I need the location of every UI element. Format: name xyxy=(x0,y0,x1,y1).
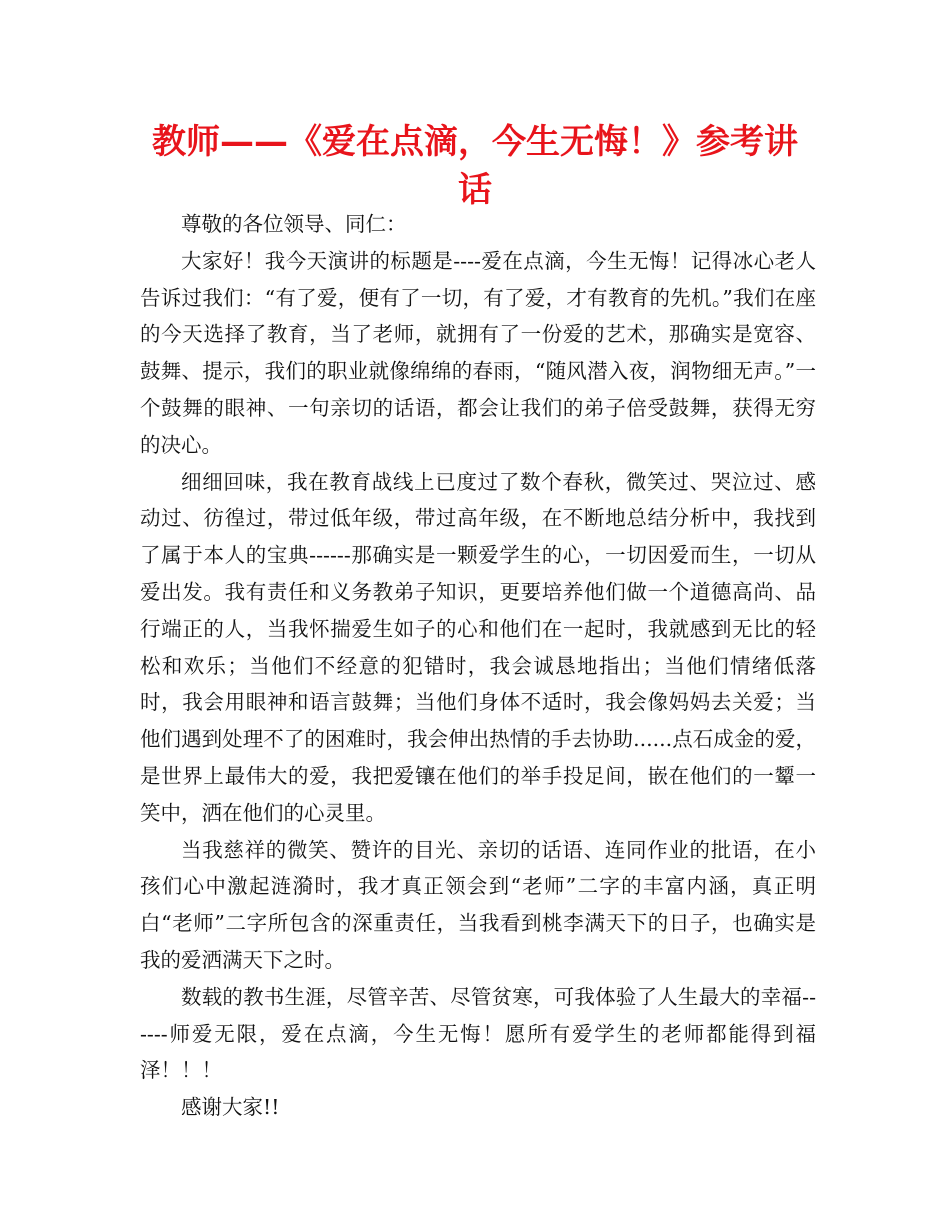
document-title: 教师——《爱在点滴，今生无悔！》参考讲话 xyxy=(152,122,798,210)
body-paragraph: 大家好！我今天演讲的标题是----爱在点滴，今生无悔！记得冰心老人告诉过我们：“有了爱，便有了一切，有了爱，才有教育的先机。”我们在座的今天选择了教育，当了老师，就拥有了一份爱的艺术，那确实是宽容、鼓舞、提示，我们的职业就像绵绵的春雨，“随风潜入夜，润物细无声。”一个鼓舞的眼神、一句亲切的话语，都会让我们的弟子倍受鼓舞，获得无穷的决心。 xyxy=(140,248,816,457)
body-paragraph: 数载的教书生涯，尽管辛苦、尽管贫寒，可我体验了人生最大的幸福------师爱无限，爱在点滴，今生无悔！愿所有爱学生的老师都能得到福泽！！！ xyxy=(140,984,816,1083)
body-paragraph: 当我慈祥的微笑、赞许的目光、亲切的话语、连同作业的批语，在小孩们心中激起涟漪时，我才真正领会到“老师”二字的丰富内涵，真正明白“老师”二字所包含的深重责任，当我看到桃李满天下的日子，也确实是我的爱洒满天下之时。 xyxy=(140,837,816,972)
closing-paragraph: 感谢大家!! xyxy=(181,1095,280,1120)
salutation-paragraph: 尊敬的各位领导、同仁： xyxy=(181,212,407,236)
body-paragraph: 细细回味，我在教育战线上已度过了数个春秋，微笑过、哭泣过、感动过、彷徨过，带过低年级，带过高年级，在不断地总结分析中，我找到了属于本人的宝典------那确实是一颗爱学生的心，一切因爱而生，一切从爱出发。我有责任和义务教弟子知识，更要培养他们做一个道德高尚、品行端正的人，当我怀揣爱生如子的心和他们在一起时，我就感到无比的轻松和欢乐；当他们不经意的犯错时，我会诚恳地指出；当他们情绪低落时，我会用眼神和语言鼓舞；当他们身体不适时，我会像妈妈去关爱；当他们遇到处理不了的困难时，我会伸出热情的手去协助......点石成金的爱，是世界上最伟大的爱，我把爱镶在他们的举手投足间，嵌在他们的一颦一笑中，洒在他们的心灵里。 xyxy=(140,469,816,825)
document-body xyxy=(140,206,816,1126)
